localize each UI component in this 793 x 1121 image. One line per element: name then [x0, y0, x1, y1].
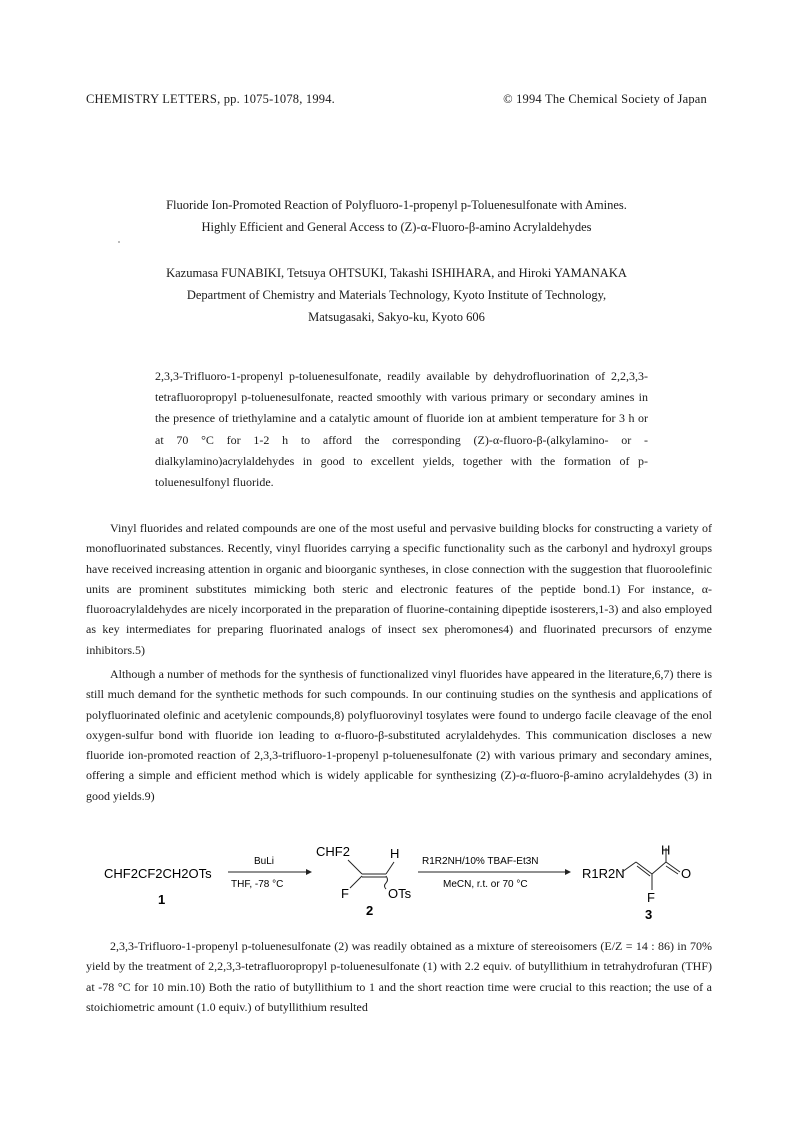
reagent-1-bottom: THF, -78 °C — [231, 879, 284, 890]
affiliation-line-2: Matsugasaki, Sakyo-ku, Kyoto 606 — [308, 310, 485, 324]
compound-3-f: F — [647, 890, 655, 905]
compound-2-ots: OTs — [388, 886, 412, 901]
author-names: Kazumasa FUNABIKI, Tetsuya OHTSUKI, Takashi ISHIHARA, and Hiroki YAMANAKA — [166, 266, 627, 280]
compound-2-bond-upper-left — [348, 860, 362, 874]
compound-2-bond-upper-right — [386, 862, 394, 874]
affiliation-line-1: Department of Chemistry and Materials Technology, Kyoto Institute of Technology, — [186, 288, 607, 302]
compound-3-amine: R1R2N — [582, 866, 625, 881]
reaction-arrow-1-head — [306, 869, 312, 875]
reagent-1-top: BuLi — [254, 856, 275, 867]
compound-2-chf2: CHF2 — [316, 844, 350, 859]
author-block — [60, 262, 733, 328]
body-paragraph-3: 2,3,3-Trifluoro-1-propenyl p-toluenesulfonate (2) was readily obtained as a mixture of stereoisomers (E/Z = 14 : 86) in 70% yield by the treatment of 2,2,3,3-tetrafluoropropyl p-toluenesulfonate (1) with 2.2 equiv. of butyllithium in tetrahydrofuran (THF) at -78 °C for 10 min.10) Both the ratio of butyllithium to 1 and the short reaction time were crucial to this reaction; the use of a stoichiometric amount (1.0 equiv.) of butyllithium resulted — [86, 939, 712, 1014]
compound-3-h: H — [661, 842, 671, 858]
compound-2-bond-lower-left — [350, 876, 362, 888]
compound-3-bond-cho — [652, 862, 666, 874]
journal-citation: CHEMISTRY LETTERS, pp. 1075-1078, 1994. — [86, 92, 336, 106]
compound-3-label: 3 — [645, 907, 653, 920]
running-header — [86, 92, 707, 110]
reagent-2-bottom: MeCN, r.t. or 70 °C — [443, 879, 528, 890]
compound-1-formula: CHF2CF2CH2OTs — [104, 866, 212, 881]
body-paragraph-1: Vinyl fluorides and related compounds are one of the most useful and pervasive building blocks for constructing a variety of monofluorinated substances. Recently, vinyl fluorides carrying a specific functionality such as the carbonyl and hydroxyl groups have received increasing attention in organic and bioorganic syntheses, in close connection with the suggestion that fluoroolefinic units are prominent substitutes mimicking both steric and electronic features of the peptide bond.1) For instance, α-fluoroacrylaldehydes are nicely incorporated in the preparation of fluorine-containing dipeptide isosterers,1-3) and also employed as key intermediates for preparing fluorinated analogs of insect sex pheromones4) and fluorinated precursors of enzyme inhibitors.5) — [86, 521, 712, 657]
scan-speck — [118, 241, 120, 243]
reaction-scheme — [100, 842, 700, 920]
compound-2-f: F — [341, 886, 349, 901]
compound-2-h: H — [390, 846, 400, 861]
reaction-arrow-2-head — [565, 869, 571, 875]
paper-title — [60, 194, 733, 238]
compound-3-double-bond-a — [636, 862, 652, 874]
title-line-2: Highly Efficient and General Access to (Z)-α-Fluoro-β-amino Acrylaldehydes — [201, 220, 592, 234]
compound-3-o: O — [681, 866, 692, 881]
copyright-notice: © 1994 The Chemical Society of Japan — [503, 92, 707, 106]
compound-2-label: 2 — [366, 903, 374, 918]
title-line-1: Fluoride Ion-Promoted Reaction of Polyfluoro-1-propenyl p-Toluenesulfonate with Amines. — [166, 198, 627, 212]
abstract: 2,3,3-Trifluoro-1-propenyl p-toluenesulfonate, readily available by dehydrofluorination of 2,2,3,3-tetrafluoropropyl p-toluenesulfonate, reacted smoothly with various primary or secondary amines in the presence of triethylamine and a catalytic amount of fluoride ion at ambient temperature for 3 h or at 70 °C for 1-2 h to afford the corresponding (Z)-α-fluoro-β-(alkylamino- or -dialkylamino)acrylaldehydes in good to excellent yields, together with the formation of p-toluenesulfonyl fluoride. — [155, 369, 648, 490]
compound-3-bond-o-b — [666, 866, 678, 874]
body-paragraph-2: Although a number of methods for the synthesis of functionalized vinyl fluorides have appeared in the literature,6,7) there is still much demand for the synthetic methods for such compounds. In our continuing studies on the synthesis and applications of polyfluorinated olefinic and acetylenic compounds,8) polyfluorovinyl tosylates were found to undergo facile cleavage of the enol oxygen-sulfur bond with fluoride ion leading to α-fluoro-β-substituted acrylaldehydes. This communication discloses a new fluoride ion-promoted reaction of 2,3,3-trifluoro-1-propenyl p-toluenesulfonate (2) with various primary and secondary amines, offering a simple and efficient method which is widely applicable for synthesizing (Z)-α-fluoro-β-amino acrylaldehydes (3) in good yields.9) — [86, 667, 712, 803]
reagent-2-top: R1R2NH/10% TBAF-Et3N — [422, 856, 539, 867]
compound-1-label: 1 — [158, 892, 166, 907]
